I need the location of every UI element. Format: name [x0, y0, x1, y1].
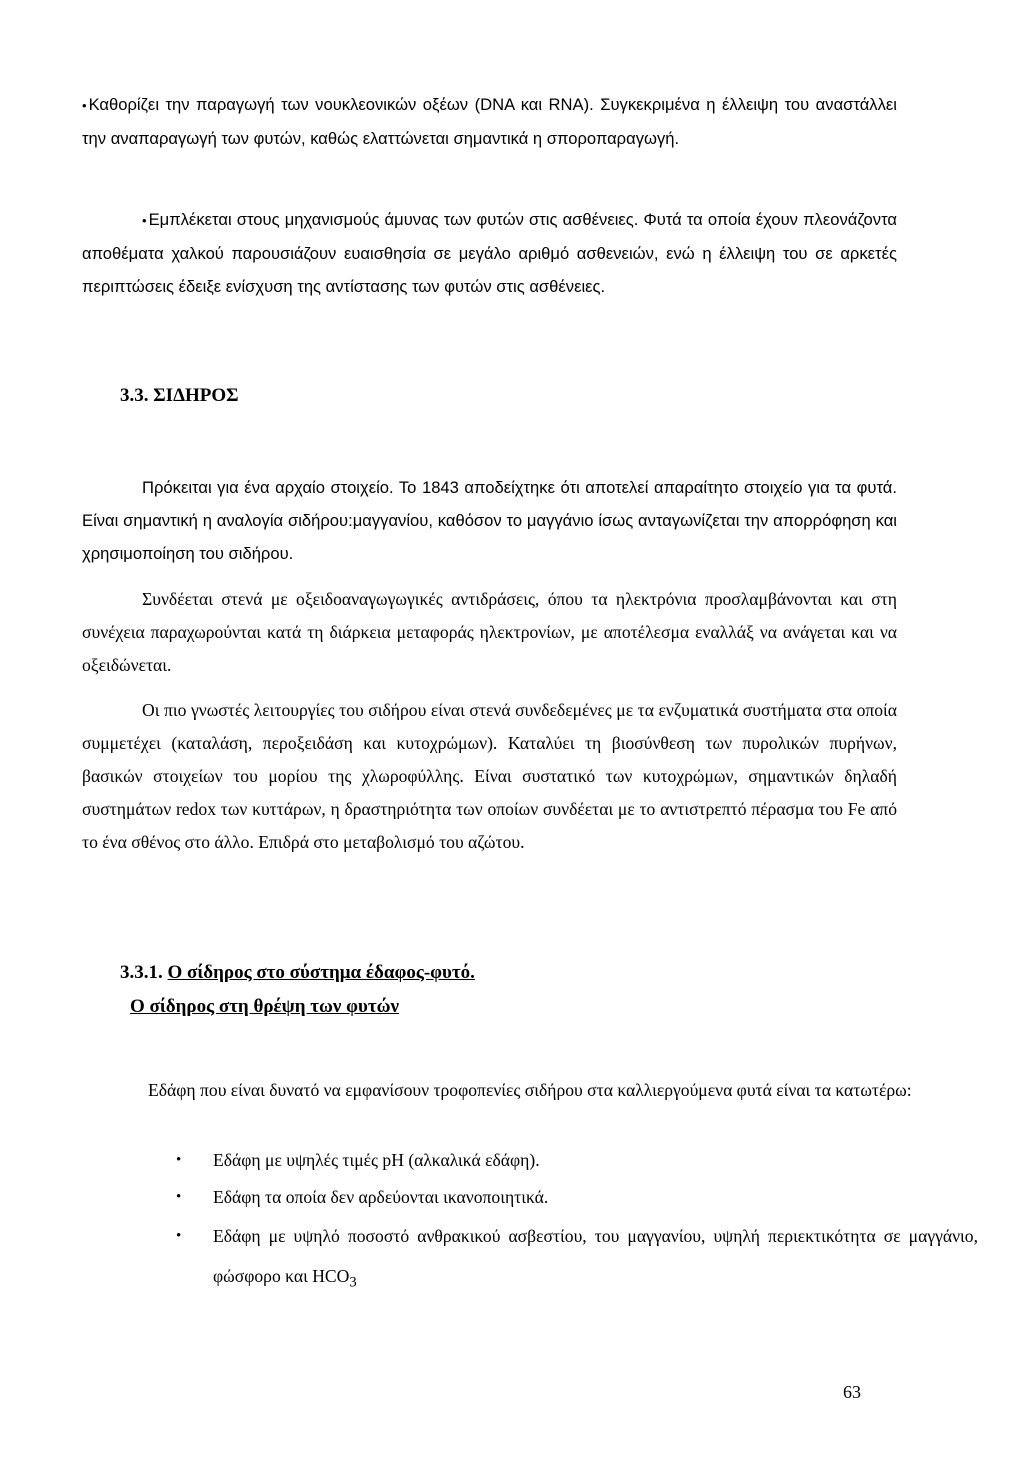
soil-list [176, 1142, 978, 1303]
list-item-text: Εδάφη με υψηλό ποσοστό ανθρακικού ασβεστίου, του μαγγανίου, υψηλή περιεκτικότητα σε μαγγάνιο, φώσφορο και HCO [213, 1226, 978, 1286]
bullet-paragraph-defense [82, 203, 897, 303]
list-intro: Εδάφη που είναι δυνατό να εμφανίσουν τροφοπενίες σιδήρου στα καλλιεργούμενα φυτά είναι τα κατωτέρω: [148, 1080, 912, 1100]
list-item [176, 1179, 978, 1216]
bullet-icon: • [176, 1152, 182, 1168]
page-number: 63 [843, 1382, 861, 1402]
bullet-text: Καθορίζει την παραγωγή των νουκλεονικών οξέων (DNA και RNA). Συγκεκριμένα η έλλειψη του αναστάλλει την αναπαραγωγή των φυτών, καθώς ελαττώνεται σημαντικά η σποροπαραγωγή. [82, 95, 897, 148]
bullet-icon: • [176, 1228, 182, 1244]
subheading: Ο σίδηρος στη θρέψη των φυτών [130, 996, 400, 1017]
paragraph-redox: Συνδέεται στενά με οξειδοαναγωγωγικές αντιδράσεις, όπου τα ηλεκτρόνια προσλαμβάνονται και στη συνέχεια παραχωρούνται κατά τη διάρκεια μεταφοράς ηλεκτρονίων, με αποτέλεσμα εναλλάξ να ανάγεται και να οξειδώνεται. [82, 589, 897, 675]
section-heading [120, 385, 239, 407]
bullet-icon: • [82, 98, 87, 113]
list-item-text: Εδάφη τα οποία δεν αρδεύονται ικανοποιητικά. [213, 1187, 549, 1207]
subsection-number: 3.3.1. [120, 962, 163, 983]
paragraph-intro: Πρόκειται για ένα αρχαίο στοιχείο. Το 1843 αποδείχτηκε ότι αποτελεί απαραίτητο στοιχείο για τα φυτά. Είναι σημαντική η αναλογία σιδήρου:μαγγανίου, καθόσον το μαγγάνιο ίσως ανταγωνίζεται την απορρόφηση και χρησιμοποίηση του σιδήρου. [82, 478, 897, 563]
bullet-text: Εμπλέκεται στους μηχανισμούς άμυνας των φυτών στις ασθένειες. Φυτά τα οποία έχουν πλεονάζοντα αποθέματα χαλκού παρουσιάζουν ευαισθησία σε μεγάλο αριθμό ασθενειών, ενώ η έλλειψη του σε αρκετές περιπτώσεις έδειξε ενίσχυση της αντίστασης των φυτών στις ασθένειες. [82, 210, 897, 296]
subsection-heading [120, 962, 475, 984]
bullet-icon: • [142, 213, 147, 228]
bullet-paragraph-dna [82, 88, 897, 155]
list-item-text: Εδάφη με υψηλές τιμές pH (αλκαλικά εδάφη). [213, 1150, 540, 1170]
subscript: 3 [349, 1274, 357, 1291]
paragraph-functions: Οι πιο γνωστές λειτουργίες του σιδήρου είναι στενά συνδεδεμένες με τα ενζυματικά συστήματα στα οποία συμμετέχει (καταλάση, περοξειδάση και κυτοχρώμων). Καταλύει τη βιοσύνθεση των πυρολικών πυρήνων, βασικών στοιχείων του μορίου της χλωροφύλλης. Είναι συστατικό των κυτοχρώμων, σημαντικών δηλαδή συστημάτων redox των κυττάρων, η δραστηριότητα των οποίων συνδέεται με το αντιστρεπτό πέρασμα του Fe από το ένα σθένος στο άλλο. Επιδρά στο μεταβολισμό του αζώτου. [82, 700, 897, 852]
bullet-icon: • [176, 1189, 182, 1205]
section-number: 3.3. [120, 385, 149, 406]
list-item [176, 1216, 978, 1303]
subsection-title: Ο σίδηρος στο σύστημα έδαφος-φυτό. [167, 962, 475, 983]
section-title: ΣΙΔΗΡΟΣ [153, 385, 239, 406]
list-item [176, 1142, 978, 1179]
